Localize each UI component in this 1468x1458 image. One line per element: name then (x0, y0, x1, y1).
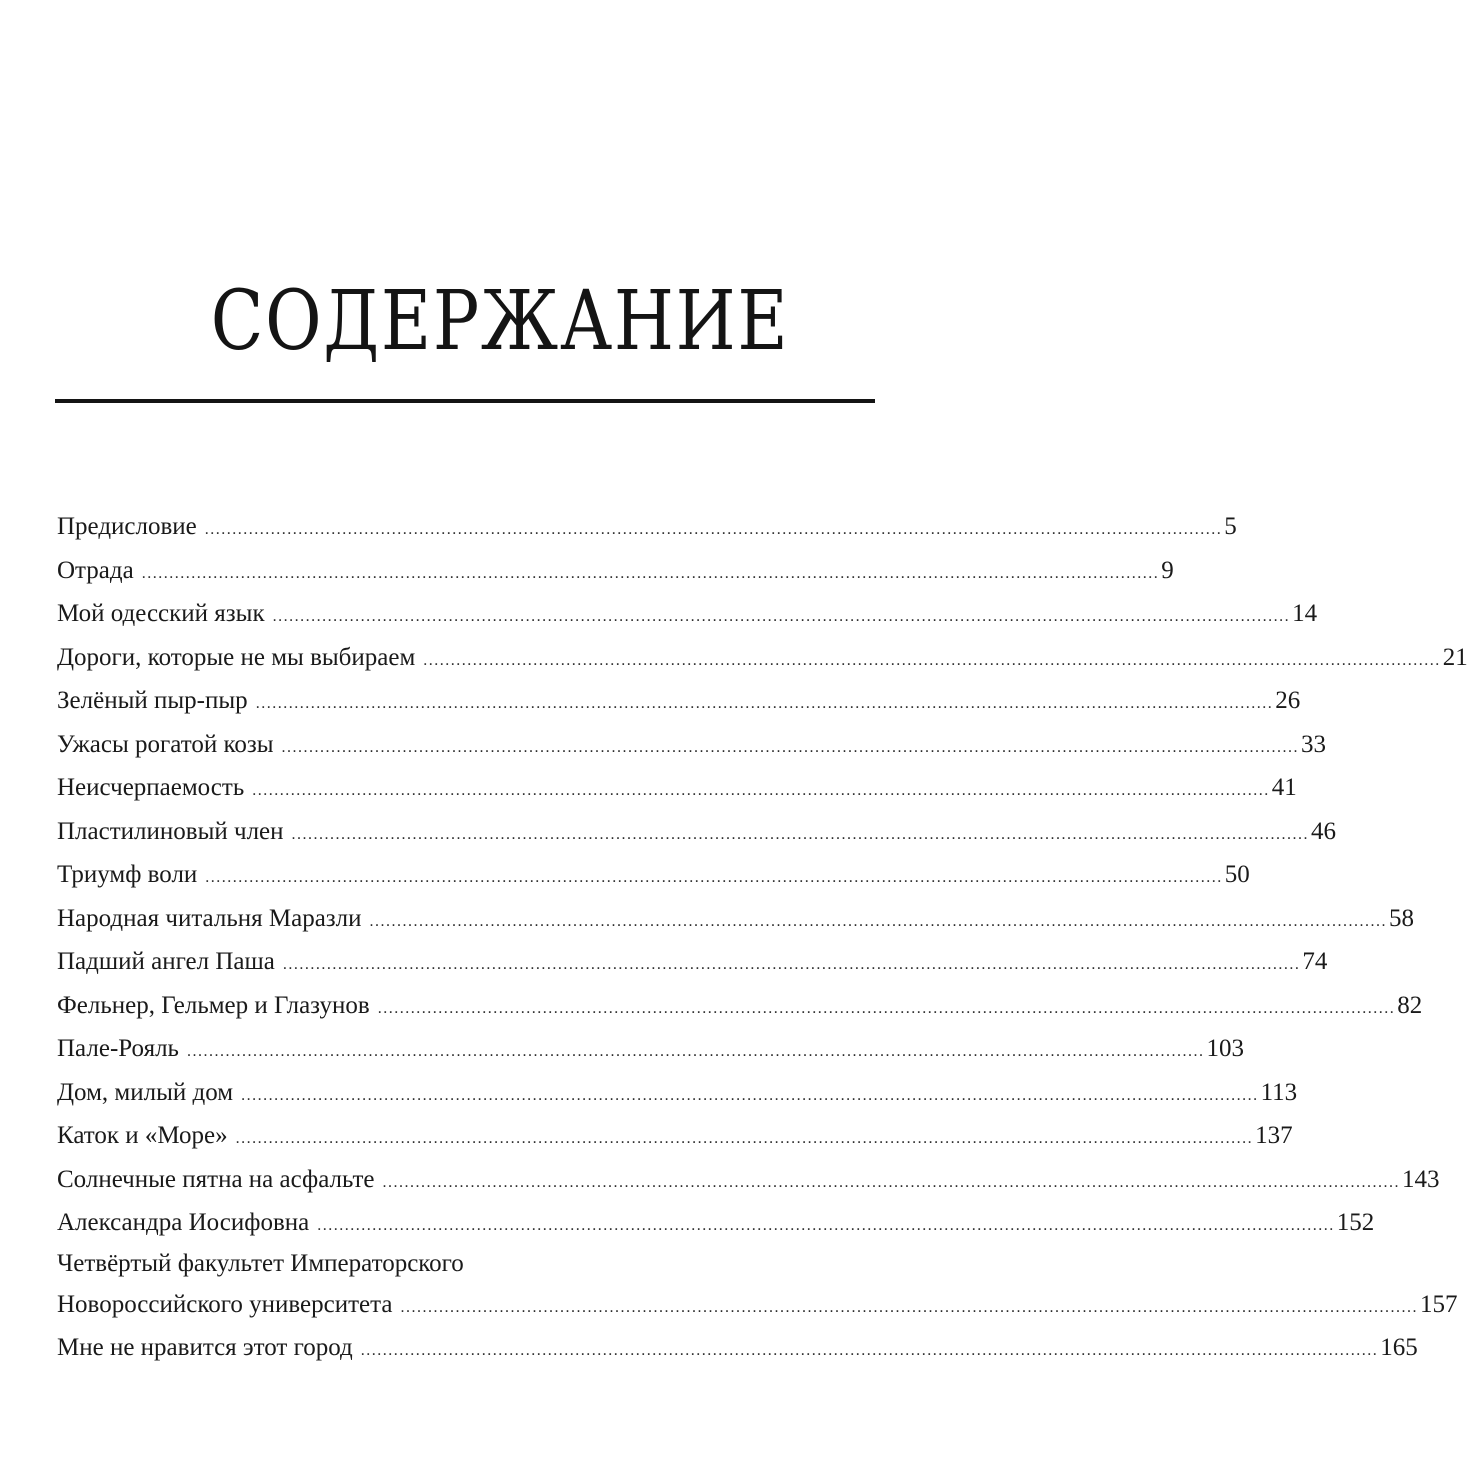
toc-leader: ......................................................................................................................................................................................... (369, 912, 1388, 930)
toc-entry (57, 679, 1301, 723)
toc-leader: ......................................................................................................................................................................................... (252, 782, 1270, 799)
toc-leader: ......................................................................................................................................................................................... (377, 999, 1396, 1017)
toc-entry-title: Солнечные пятна на асфальте (57, 1165, 375, 1193)
toc-page-number: 152 (1336, 1209, 1375, 1236)
toc-entry (57, 766, 1297, 810)
toc-page-number: 14 (1292, 600, 1318, 627)
toc-entry-title-line2: Новороссийского университета (57, 1290, 393, 1318)
toc-leader: ......................................................................................................................................................................................... (282, 956, 1301, 973)
toc-leader: ......................................................................................................................................................................................... (281, 738, 1299, 756)
toc-entry (57, 897, 1415, 941)
toc-page-number: 33 (1301, 730, 1326, 758)
toc-leader: ......................................................................................................................................................................................... (205, 869, 1223, 886)
toc-page-number: 74 (1302, 948, 1328, 975)
toc-entry (57, 505, 1237, 549)
toc-page-number: 9 (1161, 556, 1174, 584)
toc-entry (57, 1201, 1375, 1245)
toc-page-number: 113 (1260, 1078, 1298, 1106)
toc-entry (57, 853, 1250, 897)
toc-leader: ......................................................................................................................................................................................... (360, 1341, 1379, 1359)
toc-page-number: 137 (1255, 1122, 1293, 1149)
toc-entry-title: Дом, милый дом (57, 1078, 234, 1106)
toc-entry-title: Александра Иосифовна (57, 1209, 310, 1236)
toc-entry-title: Ужасы рогатой козы (57, 730, 274, 758)
page-title: СОДЕРЖАНИЕ (210, 274, 790, 369)
toc-entry (57, 1114, 1293, 1158)
toc-entry (57, 810, 1337, 854)
toc-entry-title: Пластилиновый член (57, 817, 284, 845)
toc-leader: ......................................................................................................................................................................................... (141, 564, 1160, 582)
toc-entry (57, 1245, 1458, 1326)
toc-entry (57, 636, 1468, 680)
toc-leader: ......................................................................................................................................................................................... (204, 521, 1223, 538)
toc-leader: ......................................................................................................................................................................................... (317, 1217, 1335, 1234)
toc-entry-title: Триумф воли (57, 861, 198, 888)
toc-entry-title: Отрада (57, 556, 134, 584)
toc-page-number: 21 (1442, 643, 1468, 671)
toc-page-number: 46 (1311, 817, 1337, 845)
toc-page-number: 50 (1224, 861, 1250, 888)
toc-entry (57, 592, 1318, 636)
toc-entry-title: Пале-Рояль (57, 1035, 179, 1062)
toc-entry-title: Народная читальня Маразли (57, 904, 362, 932)
toc-page-number: 165 (1380, 1333, 1418, 1361)
toc-entry (57, 1326, 1418, 1370)
toc-entry-title: Фельнер, Гельмер и Глазунов (57, 991, 370, 1019)
table-of-contents (57, 505, 1468, 1369)
toc-entry-title: Зелёный пыр-пыр (57, 687, 248, 714)
toc-leader: ......................................................................................................................................................................................... (241, 1086, 1259, 1104)
toc-leader: ......................................................................................................................................................................................... (255, 695, 1274, 712)
toc-leader: ......................................................................................................................................................................................... (400, 1298, 1418, 1316)
title-divider (55, 399, 875, 403)
toc-page-number: 103 (1206, 1035, 1244, 1062)
toc-page-number: 41 (1271, 774, 1297, 801)
toc-entry-title-line1: Четвёртый факультет Императорского (57, 1249, 464, 1277)
toc-entry (57, 1071, 1298, 1115)
toc-page-number: 5 (1224, 513, 1237, 540)
toc-page-number: 82 (1397, 991, 1423, 1019)
toc-entry-title: Мне не нравится этот город (57, 1333, 353, 1361)
toc-entry (57, 940, 1328, 984)
toc-entry-title: Каток и «Море» (57, 1122, 228, 1149)
toc-leader: ......................................................................................................................................................................................... (291, 825, 1310, 843)
toc-leader: ......................................................................................................................................................................................... (272, 608, 1291, 625)
toc-entry-title: Падший ангел Паша (57, 948, 275, 975)
toc-page-number: 26 (1275, 687, 1301, 714)
toc-entry-title: Мой одесский язык (57, 600, 265, 627)
toc-entry (57, 1158, 1440, 1202)
toc-entry-title: Предисловие (57, 513, 197, 540)
toc-entry-title: Неисчерпаемость (57, 774, 245, 801)
toc-leader: ......................................................................................................................................................................................... (235, 1130, 1254, 1147)
toc-entry (57, 1027, 1244, 1071)
toc-entry (57, 549, 1174, 593)
toc-leader: ......................................................................................................................................................................................... (423, 651, 1441, 669)
toc-entry (57, 723, 1326, 767)
toc-leader: ......................................................................................................................................................................................... (186, 1043, 1205, 1060)
toc-page-number: 58 (1389, 904, 1415, 932)
toc-page-number: 157 (1419, 1290, 1458, 1318)
toc-entry-title: Дороги, которые не мы выбираем (57, 643, 416, 671)
toc-leader: ......................................................................................................................................................................................... (382, 1173, 1400, 1191)
toc-page-number: 143 (1401, 1165, 1440, 1193)
toc-entry (57, 984, 1423, 1028)
